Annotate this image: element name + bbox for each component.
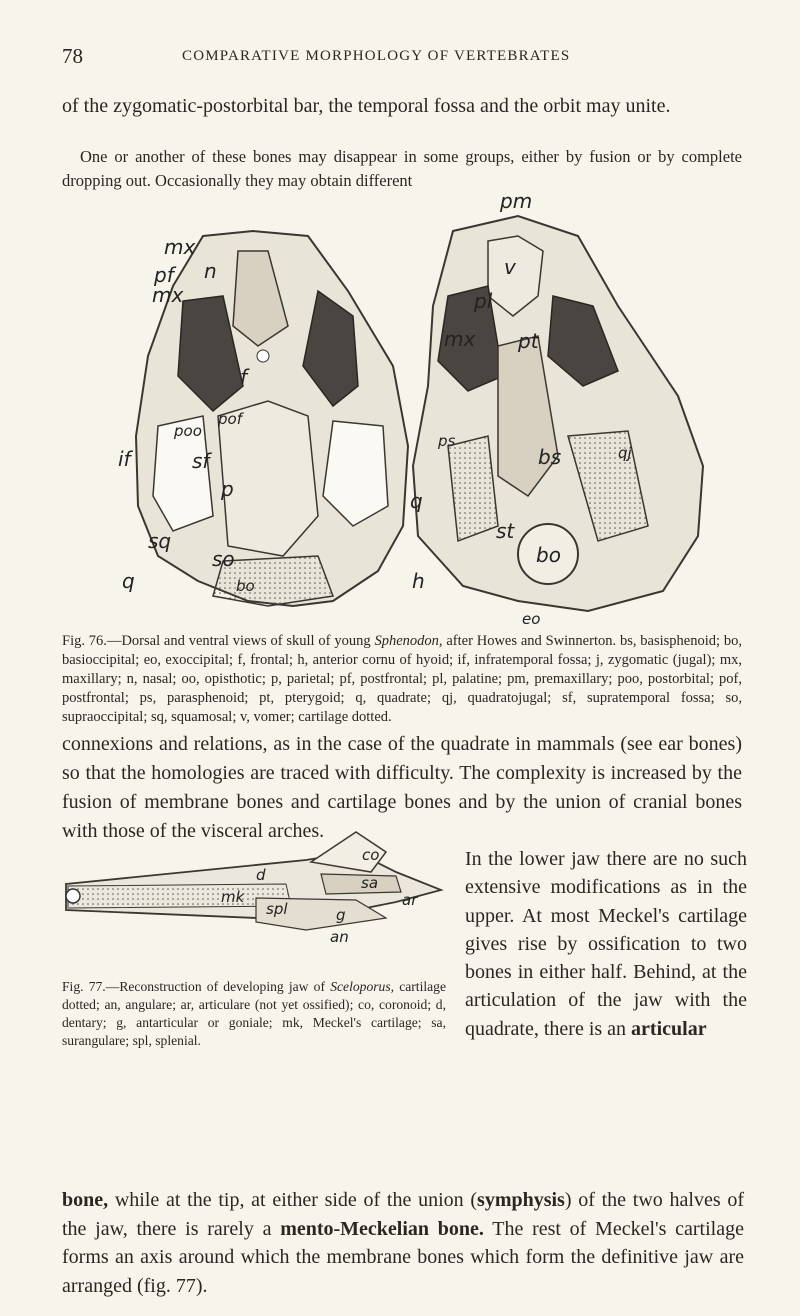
label-g: g [336,906,346,924]
label-co: co [362,846,380,864]
bottom-text-3: The rest of Meckel's cartilage forms an axis around which the membrane bones which form the definitive jaw are arranged (fig. 77). [62,1217,744,1297]
label-mx-1: mx [164,235,196,259]
label-an: an [330,928,349,946]
label-pf: pf [154,263,174,287]
label-d: d [256,866,266,884]
label-ar: ar [402,891,418,909]
paragraph-1: of the zygomatic-postorbital bar, the temporal fossa and the orbit may unite. [62,95,671,117]
label-bs: bs [538,445,562,469]
bottom-paragraph [62,1186,744,1300]
label-sf: sf [192,449,210,473]
label-poo: poo [174,422,202,440]
label-bo-dorsal: bo [236,577,255,595]
label-ps: ps [438,432,456,450]
bottom-text-2: ) of the two halves of the jaw, there is rarely a [62,1189,744,1240]
label-p: p [221,477,234,501]
right-column-text [465,845,747,1043]
page-header [62,44,742,74]
term-symphysis: symphysis [477,1189,565,1211]
label-pm: pm [500,196,533,213]
label-qj: qj [618,444,632,462]
term-mento-meckelian: mento-Meckelian bone. [280,1217,484,1240]
label-st: st [496,519,515,543]
figure-77-jaw [56,822,448,972]
label-v: v [504,255,516,279]
label-bo-ventral: bo [536,543,561,567]
label-q-dorsal: q [122,569,135,593]
label-so: so [212,547,235,571]
label-spl: spl [266,900,288,918]
page-number: 78 [62,44,83,68]
label-if: if [118,447,131,471]
figure-77-number: Fig. 77. [62,979,106,994]
figure-76-number: Fig. 76. [62,633,107,649]
paragraph-2: One or another of these bones may disappear in some groups, either by fusion or by complete dropping out. Occasionally they may obtain different [62,147,742,190]
label-f: f [240,365,248,389]
term-bone-continued: bone, [62,1189,109,1211]
running-title: COMPARATIVE MORPHOLOGY OF VERTEBRATES [182,48,571,64]
caption-77-text-a: —Reconstruction of developing jaw of [105,979,326,994]
label-mx-2: mx [152,283,184,307]
caption-77-genus: Sceloporus, [330,979,395,994]
label-pt: pt [518,329,539,353]
label-pof: pof [218,410,242,428]
figure-76-skull-views [118,196,708,626]
label-mx-ventral: mx [444,327,476,351]
label-sq: sq [148,529,172,553]
label-pl: pl [474,289,493,313]
right-column-body: In the lower jaw there are no such extensive modifications as in the upper. At most Meckel's cartilage gives rise by ossification to two bones in either half. Behind, at the articulation of the jaw with the quadrate, there is an [465,848,747,1040]
label-eo: eo [522,610,541,626]
caption-76-genus: Sphenodon, [374,633,443,649]
figure-76-caption [62,632,742,727]
figure-77-caption [62,978,446,1050]
label-n: n [204,259,217,283]
caption-77-text-b: cartilage dotted; an, angulare; ar, articulare (not yet ossified); co, coronoid; d, dentary; g, antarticular or goniale; mk, Meckel's cartilage; sa, surangulare; spl, splenial. [62,979,446,1048]
caption-76-text-a: —Dorsal and ventral views of skull of young [106,633,371,649]
label-q-ventral: q [410,489,423,513]
label-sa: sa [361,874,379,892]
label-h: h [412,569,425,593]
caption-76-text-b: after Howes and Swinnerton. bs, basisphenoid; bo, basioccipital; eo, exoccipital; f, frontal; h, anterior cornu of hyoid; if, infratemporal fossa; j, zygomatic (jugal); mx, maxillary; n, nasal; oo, opisthotic; p, parietal; pf, postfrontal; pl, palatine; pm, premaxillary; poo, postorbital; pof, postfrontal; ps, parasphenoid; pt, pterygoid; q, quadrate; qj, quadratojugal; sf, supratemporal fossa; so, supraoccipital; sq, squamosal; v, vomer; cartilage dotted. [62,633,743,725]
bottom-text-1: while at the tip, at either side of the union ( [108,1189,478,1211]
term-articular: articular [631,1017,707,1040]
paragraph-3: connexions and relations, as in the case of the quadrate in mammals (see ear bones) so that the homologies are traced with difficulty. The complexity is increased by the fusion of membrane bones and cartilage bones and by the union of cranial bones with those of the visceral arches. [62,733,742,842]
label-mk: mk [221,888,245,906]
